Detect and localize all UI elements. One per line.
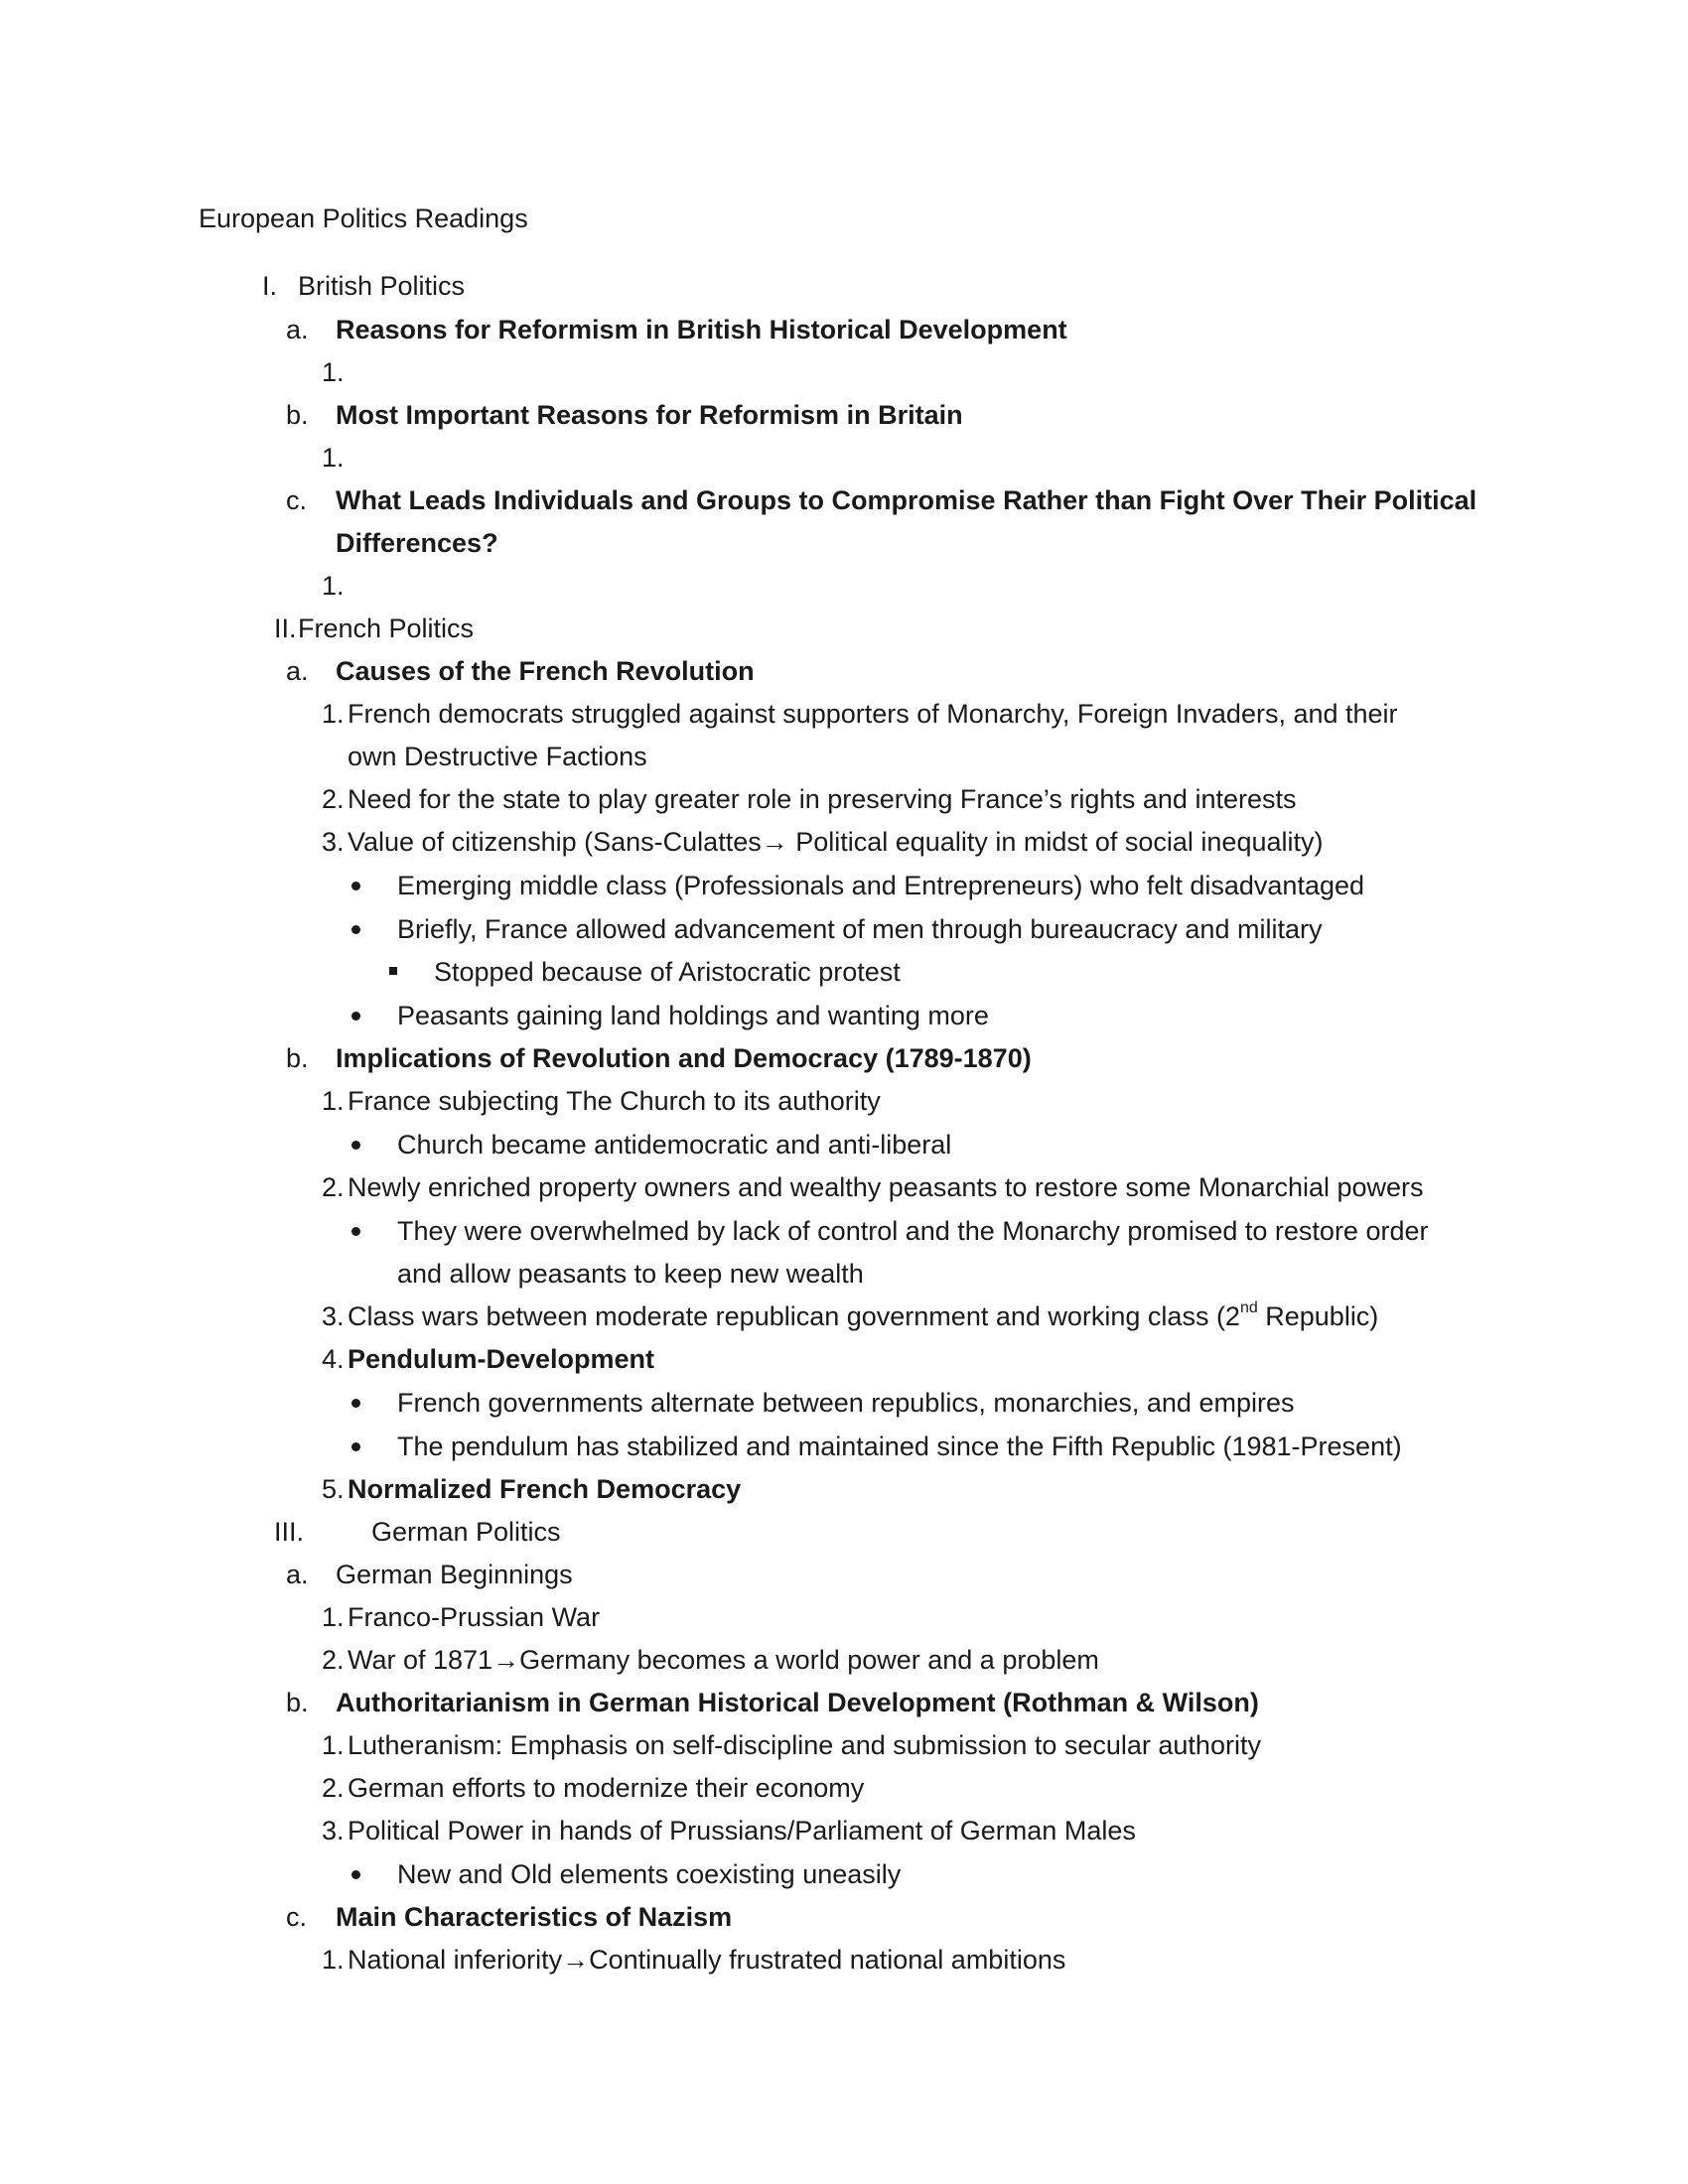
text-segment: Class wars between moderate republican government and working class (2 <box>348 1301 1240 1331</box>
list-item: German efforts to modernize their economy <box>348 1773 865 1803</box>
bullet-item: The pendulum has stabilized and maintained since the Fifth Republic (1981-Present) <box>397 1432 1402 1461</box>
list-number: 3. <box>322 827 345 857</box>
list-number: 1. <box>322 1086 345 1116</box>
section-heading-german: German Politics <box>371 1517 561 1547</box>
subheading-continuation: Differences? <box>336 528 498 558</box>
text-segment: Value of citizenship (Sans-Culattes <box>348 827 762 857</box>
bullet-icon <box>352 1870 360 1879</box>
bullet-icon <box>352 925 360 934</box>
list-marker: c. <box>286 485 308 515</box>
list-marker: a. <box>286 315 309 344</box>
bullet-icon <box>352 1227 360 1236</box>
text-segment: Political equality in midst of social inequality) <box>795 827 1324 857</box>
subheading: Main Characteristics of Nazism <box>336 1902 733 1932</box>
list-number: 3. <box>322 1816 345 1845</box>
list-item <box>348 822 1323 862</box>
bullet-item-continuation: and allow peasants to keep new wealth <box>397 1259 864 1289</box>
list-item: Normalized French Democracy <box>348 1474 742 1504</box>
bullet-item: They were overwhelmed by lack of control and the Monarchy promised to restore order <box>397 1216 1429 1246</box>
document-title: European Politics Readings <box>199 204 528 233</box>
list-item: Franco-Prussian War <box>348 1602 601 1632</box>
subheading: Most Important Reasons for Reformism in Britain <box>336 400 963 430</box>
arrow-icon: → <box>761 827 788 857</box>
list-marker: c. <box>286 1902 308 1932</box>
subheading: Implications of Revolution and Democracy (1789-1870) <box>336 1043 1032 1073</box>
list-item-continuation: own Destructive Factions <box>348 742 647 771</box>
section-number: III. <box>274 1517 305 1547</box>
list-item: French democrats struggled against supporters of Monarchy, Foreign Invaders, and their <box>348 699 1398 729</box>
text-segment: Continually frustrated national ambitions <box>589 1945 1066 1975</box>
list-marker: b. <box>286 400 309 430</box>
list-number: 2. <box>322 1172 345 1202</box>
bullet-icon <box>352 1012 360 1021</box>
list-marker: b. <box>286 1688 309 1717</box>
superscript: nd <box>1239 1299 1258 1316</box>
list-item: France subjecting The Church to its authority <box>348 1086 881 1116</box>
text-segment: Germany becomes a world power and a problem <box>519 1645 1099 1675</box>
bullet-icon <box>352 1399 360 1408</box>
bullet-item: Briefly, France allowed advancement of men through bureaucracy and military <box>397 914 1323 944</box>
section-heading-french: French Politics <box>298 614 475 643</box>
bullet-item: French governments alternate between republics, monarchies, and empires <box>397 1388 1295 1418</box>
list-marker: b. <box>286 1043 309 1073</box>
section-number: I. <box>262 271 278 301</box>
list-item <box>348 1640 1099 1680</box>
bullet-icon <box>352 882 360 890</box>
bullet-item: New and Old elements coexisting uneasily <box>397 1859 902 1889</box>
list-number: 5. <box>322 1474 345 1504</box>
list-number: 1. <box>322 699 345 729</box>
subheading: Authoritarianism in German Historical Development (Rothman & Wilson) <box>336 1688 1259 1717</box>
bullet-icon <box>352 1141 360 1150</box>
bullet-item: Emerging middle class (Professionals and Entrepreneurs) who felt disadvantaged <box>397 871 1365 900</box>
list-item: Need for the state to play greater role in preserving France’s rights and interests <box>348 784 1297 814</box>
section-number: II. <box>274 614 297 643</box>
subheading: Causes of the French Revolution <box>336 656 755 686</box>
subheading: Reasons for Reformism in British Historical Development <box>336 315 1067 344</box>
bullet-icon <box>352 1442 360 1451</box>
list-marker: a. <box>286 656 309 686</box>
list-number: 1. <box>322 443 345 473</box>
subheading: German Beginnings <box>336 1560 573 1589</box>
bullet-item: Church became antidemocratic and anti-liberal <box>397 1130 952 1160</box>
list-number: 1. <box>322 1730 345 1760</box>
section-heading-british: British Politics <box>298 271 466 301</box>
bullet-item: Stopped because of Aristocratic protest <box>434 957 901 987</box>
list-marker: a. <box>286 1560 309 1589</box>
list-number: 2. <box>322 1645 345 1675</box>
bullet-item: Peasants gaining land holdings and wanting more <box>397 1001 989 1030</box>
list-item: Pendulum-Development <box>348 1344 655 1374</box>
list-number: 4. <box>322 1344 345 1374</box>
list-item: Newly enriched property owners and wealthy peasants to restore some Monarchial powers <box>348 1172 1424 1202</box>
list-item: Lutheranism: Emphasis on self-discipline and submission to secular authority <box>348 1730 1261 1760</box>
text-segment: National inferiority <box>348 1945 563 1975</box>
text-segment: Republic) <box>1257 1301 1379 1331</box>
list-item <box>348 1940 1065 1979</box>
list-number: 1. <box>322 1602 345 1632</box>
list-number: 1. <box>322 1945 345 1975</box>
text-segment: War of 1871 <box>348 1645 493 1675</box>
arrow-icon: → <box>562 1945 590 1975</box>
list-item <box>348 1297 1378 1336</box>
square-bullet-icon <box>389 967 397 975</box>
list-item: Political Power in hands of Prussians/Parliament of German Males <box>348 1816 1136 1845</box>
list-number: 3. <box>322 1301 345 1331</box>
arrow-icon: → <box>492 1645 520 1675</box>
list-number: 2. <box>322 784 345 814</box>
list-number: 1. <box>322 571 345 601</box>
list-number: 2. <box>322 1773 345 1803</box>
list-number: 1. <box>322 357 345 387</box>
subheading: What Leads Individuals and Groups to Compromise Rather than Fight Over Their Political <box>336 485 1477 515</box>
